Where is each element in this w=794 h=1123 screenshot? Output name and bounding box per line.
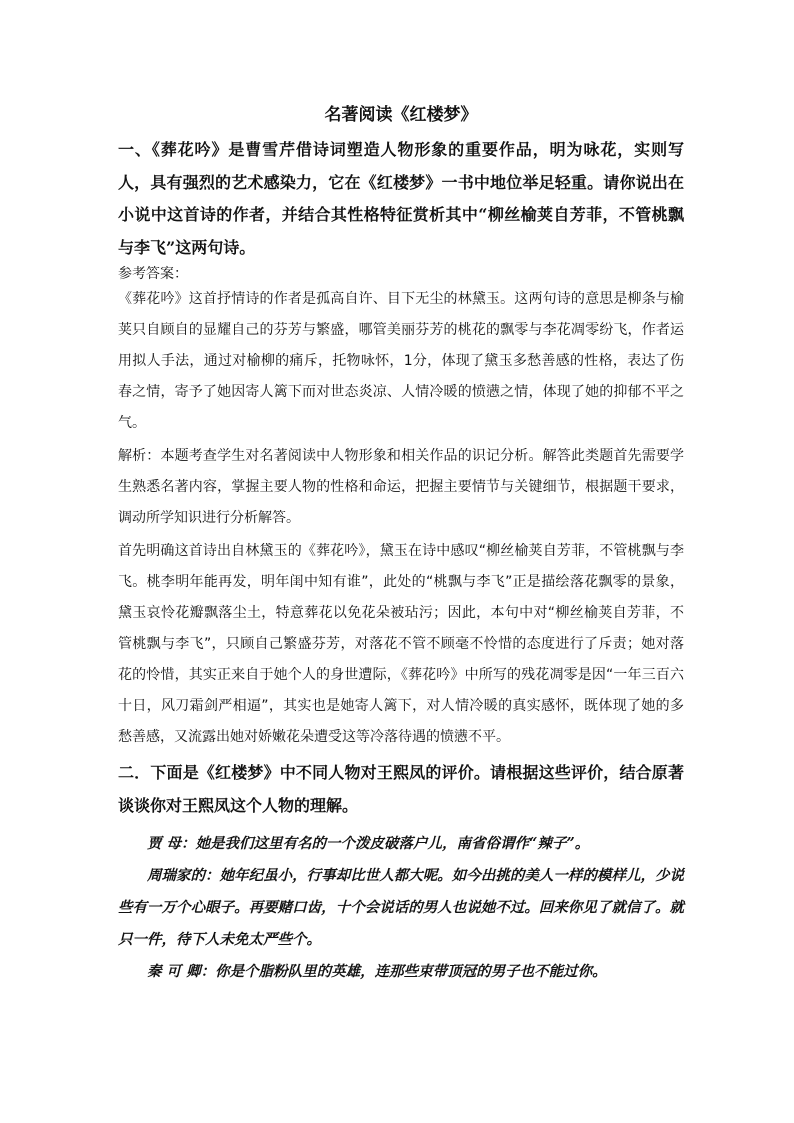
page-title: 名著阅读《红楼梦》 (324, 105, 478, 125)
analysis-text: 解析：本题考查学生对名著阅读中人物形象和相关作品的识记分析。解答此类题首先需要学生熟悉名著内容，掌握主要人物的性格和命运，把握主要情节与关键细节，根据题干要求，调动所学知识进行分析解答。 (118, 448, 684, 526)
answer-label: 参考答案： (118, 266, 188, 282)
quote-text: 她年纪虽小，行事却比世人都大呢。如今出挑的美人一样的模样儿，少说些有一万个心眼子。再要赌口齿，十个会说话的男人也说她不过。回来你见了就信了。就只一件，待下人未免太严些个。 (118, 867, 685, 948)
quote-speaker: 贾 母： (147, 835, 196, 852)
quote-speaker: 秦 可 卿： (147, 963, 216, 980)
quote-jiamu (118, 828, 684, 860)
quote-text: 你是个脂粉队里的英雄，连那些束带顶冠的男子也不能过你。 (215, 963, 607, 980)
document-page (118, 100, 684, 988)
question-1: 一、《葬花吟》是曹雪芹借诗词塑造人物形象的重要作品，明为咏花，实则写人，具有强烈的艺术感染力，它在《红楼梦》一书中地位举足轻重。请你说出在小说中这首诗的作者，并结合其性格特征赏析其中“柳丝榆荚自芳菲，不管桃飘与李飞”这两句诗。 (118, 140, 684, 257)
quote-zhouruijia (118, 860, 684, 956)
answer-text: 《葬花吟》这首抒情诗的作者是孤高自许、目下无尘的林黛玉。这两句诗的意思是柳条与榆荚只自顾自的显耀自己的芬芳与繁盛，哪管美丽芬芳的桃花的飘零与李花凋零纷飞，作者运用拟人手法，通过对榆柳的痛斥，托物咏怀，1分，体现了黛玉多愁善感的性格，表达了伤春之情，寄予了她因寄人篱下而对世态炎凉、人情冷暖的愤懑之情，体现了她的抑郁不平之气。 (118, 291, 684, 431)
quote-text: 她是我们这里有名的一个泼皮破落户儿，南省俗谓作“辣子”。 (195, 835, 590, 852)
question-2: 二．下面是《红楼梦》中不同人物对王熙凤的评价。请根据这些评价，结合原著谈谈你对王熙凤这个人物的理解。 (118, 763, 684, 815)
quote-qinkeqing (118, 956, 684, 988)
explanation-text: 首先明确这首诗出自林黛玉的《葬花吟》，黛玉在诗中感叹“柳丝榆荚自芳菲，不管桃飘与李飞。桃李明年能再发，明年闺中知有谁”，此处的“桃飘与李飞”正是描绘落花飘零的景象，黛玉哀怜花瓣飘落尘土，特意葬花以免花朵被玷污；因此，本句中对“柳丝榆荚自芳菲，不管桃飘与李飞”，只顾自己繁盛芬芳，对落花不管不顾毫不怜惜的态度进行了斥责；她对落花的怜惜，其实正来自于她个人的身世遭际，《葬花吟》中所写的残花凋零是因“一年三百六十日，风刀霜剑严相逼”，其实也是她寄人篱下，对人情冷暖的真实感怀，既体现了她的多愁善感，又流露出她对娇嫩花朵遭受这等冷落待遇的愤懑不平。 (118, 543, 684, 745)
quote-speaker: 周瑞家的： (147, 867, 220, 884)
